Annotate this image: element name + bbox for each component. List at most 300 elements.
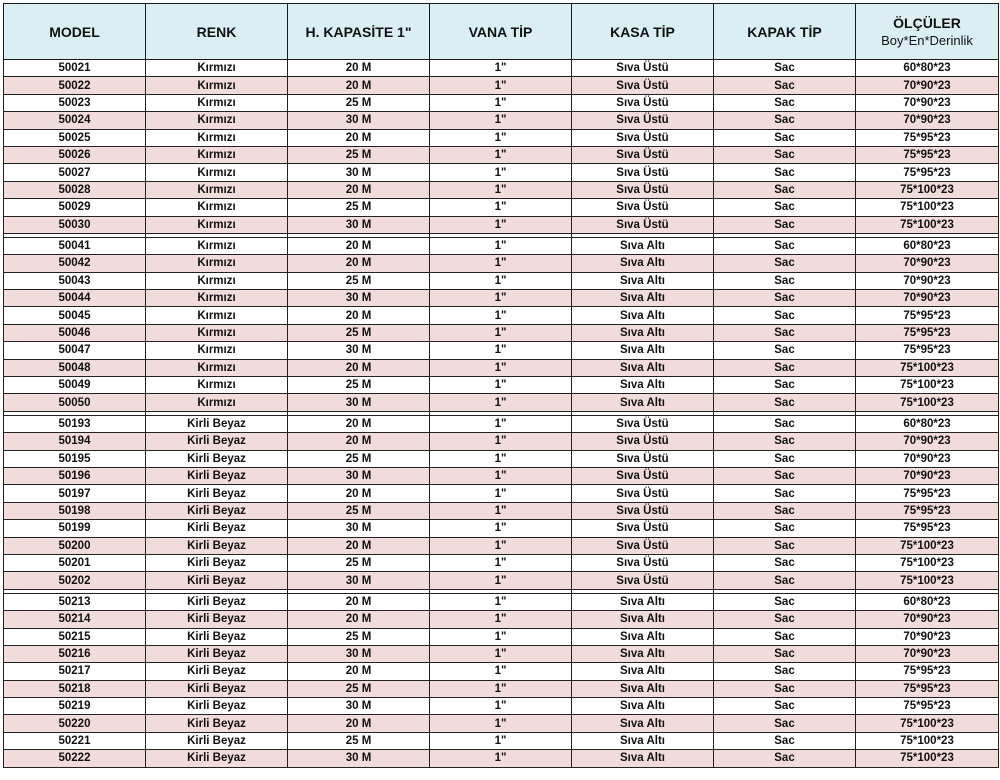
table-row	[4, 715, 999, 732]
cell-model: 50193	[4, 415, 146, 432]
cell-dimensions: 70*90*23	[856, 645, 999, 662]
table-row	[4, 450, 999, 467]
table-row	[4, 164, 999, 181]
table-row	[4, 94, 999, 111]
cell-capacity: 30 M	[288, 572, 430, 589]
cell-capacity: 30 M	[288, 698, 430, 715]
cell-color: Kirli Beyaz	[146, 750, 288, 767]
table-row	[4, 572, 999, 589]
cell-dimensions: 60*80*23	[856, 415, 999, 432]
header-case-type: KASA TİP	[572, 4, 714, 60]
cell-color: Kirli Beyaz	[146, 715, 288, 732]
cell-capacity: 20 M	[288, 485, 430, 502]
cell-cover-type: Sac	[714, 433, 856, 450]
cell-case-type: Sıva Üstü	[572, 502, 714, 519]
cell-color: Kirli Beyaz	[146, 520, 288, 537]
cell-model: 50196	[4, 467, 146, 484]
cell-cover-type: Sac	[714, 593, 856, 610]
cell-cover-type: Sac	[714, 216, 856, 233]
cell-dimensions: 75*100*23	[856, 394, 999, 411]
cell-color: Kırmızı	[146, 394, 288, 411]
cell-case-type: Sıva Üstü	[572, 554, 714, 571]
cell-color: Kırmızı	[146, 255, 288, 272]
cell-color: Kirli Beyaz	[146, 554, 288, 571]
cell-model: 50221	[4, 732, 146, 749]
cell-model: 50047	[4, 342, 146, 359]
cell-valve-type: 1"	[430, 359, 572, 376]
cell-cover-type: Sac	[714, 77, 856, 94]
cell-case-type: Sıva Altı	[572, 290, 714, 307]
cell-capacity: 30 M	[288, 750, 430, 767]
cell-model: 50026	[4, 146, 146, 163]
cell-model: 50022	[4, 77, 146, 94]
cell-dimensions: 75*100*23	[856, 554, 999, 571]
cell-color: Kırmızı	[146, 290, 288, 307]
cell-dimensions: 70*90*23	[856, 94, 999, 111]
cell-case-type: Sıva Altı	[572, 359, 714, 376]
cell-color: Kırmızı	[146, 60, 288, 77]
cell-case-type: Sıva Altı	[572, 715, 714, 732]
table-row	[4, 611, 999, 628]
cell-cover-type: Sac	[714, 485, 856, 502]
cell-dimensions: 75*95*23	[856, 324, 999, 341]
table-row	[4, 290, 999, 307]
cell-valve-type: 1"	[430, 181, 572, 198]
cell-valve-type: 1"	[430, 112, 572, 129]
cell-capacity: 20 M	[288, 537, 430, 554]
cell-capacity: 20 M	[288, 715, 430, 732]
cell-color: Kirli Beyaz	[146, 593, 288, 610]
cell-model: 50050	[4, 394, 146, 411]
cell-valve-type: 1"	[430, 129, 572, 146]
cell-dimensions: 75*95*23	[856, 520, 999, 537]
table-row	[4, 732, 999, 749]
cell-color: Kirli Beyaz	[146, 645, 288, 662]
cell-case-type: Sıva Altı	[572, 377, 714, 394]
cell-capacity: 25 M	[288, 94, 430, 111]
table-row	[4, 255, 999, 272]
cell-model: 50025	[4, 129, 146, 146]
cell-case-type: Sıva Üstü	[572, 94, 714, 111]
cell-cover-type: Sac	[714, 628, 856, 645]
table-row	[4, 216, 999, 233]
table-row	[4, 537, 999, 554]
header-model: MODEL	[4, 4, 146, 60]
cell-case-type: Sıva Üstü	[572, 129, 714, 146]
cell-cover-type: Sac	[714, 698, 856, 715]
cell-model: 50215	[4, 628, 146, 645]
cell-model: 50021	[4, 60, 146, 77]
cell-dimensions: 75*95*23	[856, 502, 999, 519]
cell-case-type: Sıva Altı	[572, 342, 714, 359]
cell-cover-type: Sac	[714, 645, 856, 662]
cell-valve-type: 1"	[430, 394, 572, 411]
table-row	[4, 433, 999, 450]
cell-valve-type: 1"	[430, 164, 572, 181]
cell-color: Kırmızı	[146, 307, 288, 324]
cell-dimensions: 70*90*23	[856, 112, 999, 129]
cell-dimensions: 70*90*23	[856, 77, 999, 94]
cell-model: 50045	[4, 307, 146, 324]
cell-model: 50213	[4, 593, 146, 610]
cell-model: 50200	[4, 537, 146, 554]
table-row	[4, 415, 999, 432]
cell-color: Kırmızı	[146, 216, 288, 233]
table-row	[4, 698, 999, 715]
cell-cover-type: Sac	[714, 750, 856, 767]
cell-dimensions: 70*90*23	[856, 255, 999, 272]
cell-case-type: Sıva Üstü	[572, 112, 714, 129]
cell-cover-type: Sac	[714, 415, 856, 432]
table-row	[4, 199, 999, 216]
cell-cover-type: Sac	[714, 255, 856, 272]
cell-cover-type: Sac	[714, 520, 856, 537]
cell-model: 50048	[4, 359, 146, 376]
cell-capacity: 30 M	[288, 216, 430, 233]
cell-cover-type: Sac	[714, 611, 856, 628]
cell-valve-type: 1"	[430, 199, 572, 216]
cell-valve-type: 1"	[430, 645, 572, 662]
header-row	[4, 4, 999, 60]
cell-dimensions: 75*100*23	[856, 199, 999, 216]
cell-dimensions: 75*100*23	[856, 216, 999, 233]
cell-color: Kirli Beyaz	[146, 450, 288, 467]
cell-cover-type: Sac	[714, 129, 856, 146]
cell-model: 50049	[4, 377, 146, 394]
cell-capacity: 20 M	[288, 611, 430, 628]
cell-valve-type: 1"	[430, 680, 572, 697]
cell-color: Kırmızı	[146, 237, 288, 254]
table-row	[4, 394, 999, 411]
cell-capacity: 30 M	[288, 520, 430, 537]
table-row	[4, 750, 999, 767]
cell-case-type: Sıva Üstü	[572, 537, 714, 554]
cell-dimensions: 75*100*23	[856, 181, 999, 198]
cell-case-type: Sıva Üstü	[572, 164, 714, 181]
cell-capacity: 30 M	[288, 394, 430, 411]
cell-model: 50041	[4, 237, 146, 254]
cell-dimensions: 75*95*23	[856, 698, 999, 715]
cell-capacity: 25 M	[288, 732, 430, 749]
cell-dimensions: 75*100*23	[856, 537, 999, 554]
cell-cover-type: Sac	[714, 181, 856, 198]
cell-capacity: 30 M	[288, 342, 430, 359]
cell-color: Kirli Beyaz	[146, 502, 288, 519]
cell-capacity: 20 M	[288, 60, 430, 77]
table-row	[4, 377, 999, 394]
cell-cover-type: Sac	[714, 342, 856, 359]
cell-cover-type: Sac	[714, 359, 856, 376]
cell-capacity: 20 M	[288, 593, 430, 610]
cell-model: 50028	[4, 181, 146, 198]
cell-model: 50198	[4, 502, 146, 519]
cell-cover-type: Sac	[714, 94, 856, 111]
product-spec-sheet	[3, 3, 998, 779]
cell-capacity: 30 M	[288, 112, 430, 129]
table-row	[4, 628, 999, 645]
cell-color: Kirli Beyaz	[146, 611, 288, 628]
cell-dimensions: 75*95*23	[856, 680, 999, 697]
cell-dimensions: 75*100*23	[856, 750, 999, 767]
cell-case-type: Sıva Altı	[572, 324, 714, 341]
cell-case-type: Sıva Üstü	[572, 467, 714, 484]
table-row	[4, 520, 999, 537]
cell-case-type: Sıva Üstü	[572, 415, 714, 432]
cell-capacity: 20 M	[288, 255, 430, 272]
cell-model: 50044	[4, 290, 146, 307]
cell-capacity: 25 M	[288, 502, 430, 519]
table-row	[4, 77, 999, 94]
cell-case-type: Sıva Altı	[572, 255, 714, 272]
cell-cover-type: Sac	[714, 377, 856, 394]
cell-cover-type: Sac	[714, 663, 856, 680]
cell-dimensions: 75*100*23	[856, 572, 999, 589]
cell-cover-type: Sac	[714, 680, 856, 697]
cell-valve-type: 1"	[430, 450, 572, 467]
cell-dimensions: 75*95*23	[856, 129, 999, 146]
cell-case-type: Sıva Üstü	[572, 485, 714, 502]
table-row	[4, 307, 999, 324]
cell-case-type: Sıva Üstü	[572, 433, 714, 450]
cell-dimensions: 75*95*23	[856, 146, 999, 163]
cell-model: 50046	[4, 324, 146, 341]
cell-model: 50214	[4, 611, 146, 628]
table-row	[4, 324, 999, 341]
cell-model: 50220	[4, 715, 146, 732]
cell-valve-type: 1"	[430, 377, 572, 394]
cell-dimensions: 70*90*23	[856, 611, 999, 628]
table-row	[4, 146, 999, 163]
cell-model: 50216	[4, 645, 146, 662]
cell-cover-type: Sac	[714, 554, 856, 571]
cell-capacity: 20 M	[288, 77, 430, 94]
cell-cover-type: Sac	[714, 60, 856, 77]
cell-case-type: Sıva Üstü	[572, 199, 714, 216]
cell-capacity: 25 M	[288, 324, 430, 341]
cell-model: 50197	[4, 485, 146, 502]
cell-cover-type: Sac	[714, 199, 856, 216]
cell-valve-type: 1"	[430, 290, 572, 307]
cell-valve-type: 1"	[430, 554, 572, 571]
cell-cover-type: Sac	[714, 572, 856, 589]
table-body	[4, 60, 999, 768]
cell-dimensions: 60*80*23	[856, 60, 999, 77]
table-row	[4, 237, 999, 254]
cell-color: Kirli Beyaz	[146, 415, 288, 432]
cell-case-type: Sıva Altı	[572, 307, 714, 324]
cell-cover-type: Sac	[714, 307, 856, 324]
cell-cover-type: Sac	[714, 237, 856, 254]
cell-capacity: 25 M	[288, 272, 430, 289]
header-dimensions-sub: Boy*En*Derinlik	[881, 32, 973, 48]
cell-model: 50219	[4, 698, 146, 715]
cell-model: 50027	[4, 164, 146, 181]
cell-valve-type: 1"	[430, 94, 572, 111]
cell-dimensions: 70*90*23	[856, 467, 999, 484]
cell-cover-type: Sac	[714, 732, 856, 749]
cell-valve-type: 1"	[430, 342, 572, 359]
cell-model: 50043	[4, 272, 146, 289]
cell-capacity: 25 M	[288, 377, 430, 394]
cell-capacity: 25 M	[288, 628, 430, 645]
cell-valve-type: 1"	[430, 750, 572, 767]
cell-capacity: 20 M	[288, 359, 430, 376]
cell-capacity: 30 M	[288, 290, 430, 307]
table-row	[4, 60, 999, 77]
cell-case-type: Sıva Altı	[572, 272, 714, 289]
cell-valve-type: 1"	[430, 237, 572, 254]
cell-case-type: Sıva Üstü	[572, 520, 714, 537]
cell-model: 50194	[4, 433, 146, 450]
cell-case-type: Sıva Üstü	[572, 181, 714, 198]
cell-valve-type: 1"	[430, 433, 572, 450]
cell-color: Kirli Beyaz	[146, 433, 288, 450]
cell-model: 50023	[4, 94, 146, 111]
cell-capacity: 30 M	[288, 645, 430, 662]
header-dimensions: ÖLÇÜLER Boy*En*Derinlik	[856, 4, 999, 60]
cell-capacity: 20 M	[288, 237, 430, 254]
cell-color: Kırmızı	[146, 146, 288, 163]
table-row	[4, 272, 999, 289]
cell-model: 50217	[4, 663, 146, 680]
cell-capacity: 30 M	[288, 164, 430, 181]
cell-color: Kırmızı	[146, 377, 288, 394]
cell-model: 50218	[4, 680, 146, 697]
cell-dimensions: 70*90*23	[856, 290, 999, 307]
cell-capacity: 25 M	[288, 450, 430, 467]
cell-case-type: Sıva Altı	[572, 593, 714, 610]
cell-capacity: 25 M	[288, 199, 430, 216]
table-row	[4, 359, 999, 376]
table-row	[4, 554, 999, 571]
cell-dimensions: 70*90*23	[856, 628, 999, 645]
cell-valve-type: 1"	[430, 715, 572, 732]
cell-cover-type: Sac	[714, 450, 856, 467]
cell-color: Kırmızı	[146, 112, 288, 129]
cell-capacity: 25 M	[288, 554, 430, 571]
cell-dimensions: 70*90*23	[856, 433, 999, 450]
cell-dimensions: 70*90*23	[856, 450, 999, 467]
cell-valve-type: 1"	[430, 415, 572, 432]
table-row	[4, 645, 999, 662]
cell-cover-type: Sac	[714, 112, 856, 129]
cell-model: 50222	[4, 750, 146, 767]
cell-valve-type: 1"	[430, 467, 572, 484]
table-row	[4, 342, 999, 359]
cell-case-type: Sıva Altı	[572, 698, 714, 715]
cell-case-type: Sıva Üstü	[572, 572, 714, 589]
cell-capacity: 20 M	[288, 307, 430, 324]
cell-capacity: 25 M	[288, 146, 430, 163]
cell-valve-type: 1"	[430, 628, 572, 645]
cell-dimensions: 75*100*23	[856, 377, 999, 394]
cell-capacity: 20 M	[288, 129, 430, 146]
cell-dimensions: 75*95*23	[856, 663, 999, 680]
table-row	[4, 112, 999, 129]
cell-cover-type: Sac	[714, 394, 856, 411]
product-table	[3, 3, 999, 768]
cell-cover-type: Sac	[714, 502, 856, 519]
cell-cover-type: Sac	[714, 146, 856, 163]
cell-dimensions: 75*100*23	[856, 732, 999, 749]
cell-case-type: Sıva Altı	[572, 680, 714, 697]
table-row	[4, 593, 999, 610]
table-row	[4, 467, 999, 484]
cell-case-type: Sıva Altı	[572, 732, 714, 749]
cell-case-type: Sıva Üstü	[572, 77, 714, 94]
cell-color: Kirli Beyaz	[146, 628, 288, 645]
cell-capacity: 30 M	[288, 467, 430, 484]
header-cover-type: KAPAK TİP	[714, 4, 856, 60]
cell-case-type: Sıva Altı	[572, 611, 714, 628]
cell-cover-type: Sac	[714, 715, 856, 732]
cell-color: Kirli Beyaz	[146, 732, 288, 749]
cell-case-type: Sıva Altı	[572, 628, 714, 645]
cell-color: Kirli Beyaz	[146, 680, 288, 697]
cell-valve-type: 1"	[430, 77, 572, 94]
header-color: RENK	[146, 4, 288, 60]
cell-capacity: 20 M	[288, 415, 430, 432]
cell-dimensions: 70*90*23	[856, 272, 999, 289]
cell-case-type: Sıva Üstü	[572, 450, 714, 467]
cell-case-type: Sıva Altı	[572, 750, 714, 767]
cell-color: Kırmızı	[146, 342, 288, 359]
cell-dimensions: 60*80*23	[856, 237, 999, 254]
cell-valve-type: 1"	[430, 60, 572, 77]
cell-case-type: Sıva Altı	[572, 645, 714, 662]
cell-color: Kirli Beyaz	[146, 485, 288, 502]
cell-capacity: 20 M	[288, 663, 430, 680]
cell-model: 50195	[4, 450, 146, 467]
cell-dimensions: 75*100*23	[856, 359, 999, 376]
cell-color: Kirli Beyaz	[146, 572, 288, 589]
cell-valve-type: 1"	[430, 732, 572, 749]
cell-color: Kırmızı	[146, 94, 288, 111]
cell-color: Kirli Beyaz	[146, 467, 288, 484]
header-valve-type: VANA TİP	[430, 4, 572, 60]
cell-color: Kırmızı	[146, 272, 288, 289]
cell-model: 50042	[4, 255, 146, 272]
cell-color: Kirli Beyaz	[146, 698, 288, 715]
cell-valve-type: 1"	[430, 537, 572, 554]
cell-model: 50201	[4, 554, 146, 571]
cell-case-type: Sıva Altı	[572, 663, 714, 680]
cell-color: Kırmızı	[146, 199, 288, 216]
cell-color: Kırmızı	[146, 164, 288, 181]
header-capacity: H. KAPASİTE 1"	[288, 4, 430, 60]
cell-capacity: 25 M	[288, 680, 430, 697]
cell-valve-type: 1"	[430, 255, 572, 272]
cell-valve-type: 1"	[430, 146, 572, 163]
cell-model: 50029	[4, 199, 146, 216]
table-row	[4, 680, 999, 697]
cell-case-type: Sıva Üstü	[572, 216, 714, 233]
cell-model: 50024	[4, 112, 146, 129]
cell-valve-type: 1"	[430, 324, 572, 341]
cell-cover-type: Sac	[714, 272, 856, 289]
cell-valve-type: 1"	[430, 663, 572, 680]
cell-valve-type: 1"	[430, 502, 572, 519]
cell-valve-type: 1"	[430, 698, 572, 715]
cell-dimensions: 75*95*23	[856, 342, 999, 359]
cell-valve-type: 1"	[430, 593, 572, 610]
cell-valve-type: 1"	[430, 272, 572, 289]
table-row	[4, 663, 999, 680]
cell-case-type: Sıva Altı	[572, 394, 714, 411]
table-row	[4, 502, 999, 519]
table-row	[4, 181, 999, 198]
cell-valve-type: 1"	[430, 485, 572, 502]
